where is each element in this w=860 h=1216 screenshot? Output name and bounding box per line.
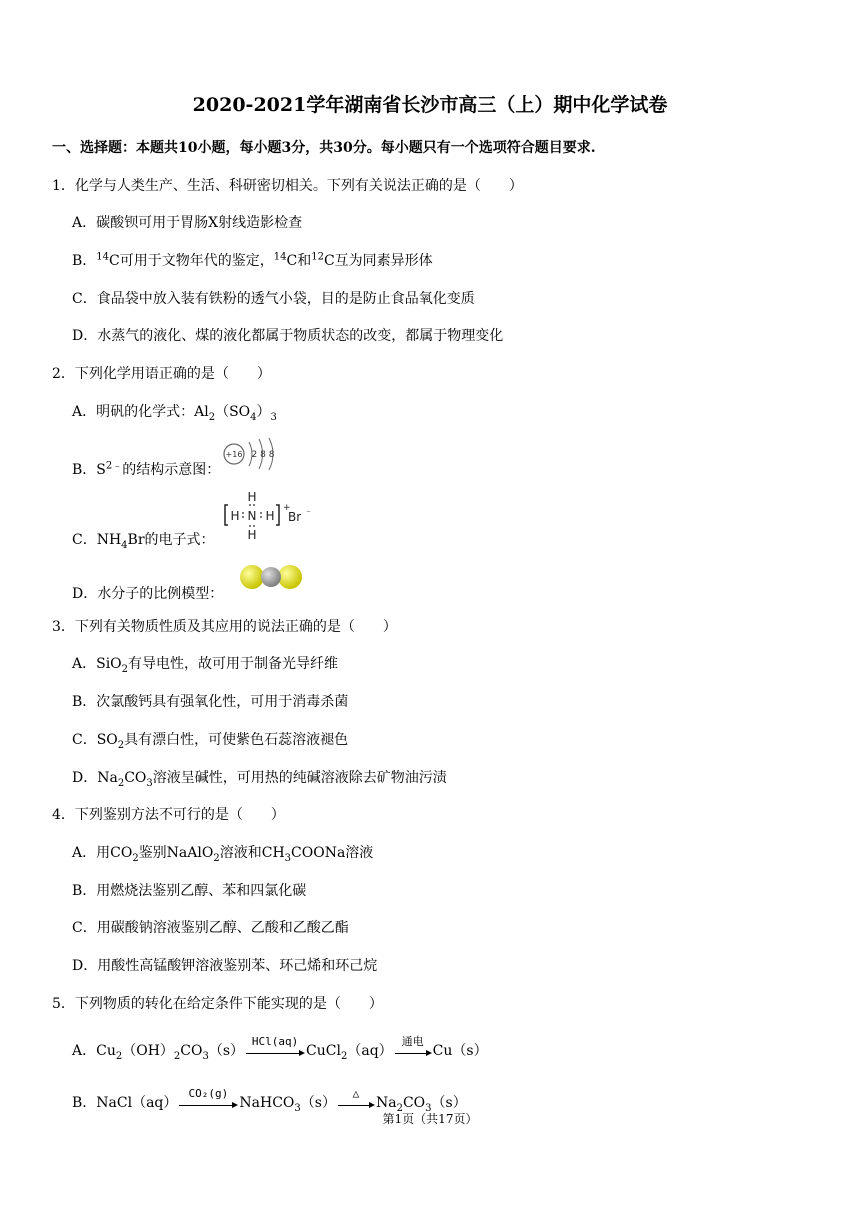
water-molecule-model [236,562,306,592]
svg-text:﹣: ﹣ [304,507,314,517]
question-2-option-b: B．$S^{2﹣}$的结构示意图： [72,460,221,478]
question-2-stem: 2．下列化学用语正确的是（ ） [52,366,271,382]
question-2-option-d: D．水分子的比例模型： [72,586,224,602]
page-footer: 第1页（共17页） [382,1112,478,1126]
question-3-option-a: A．SiO$_2$有导电性，故可用于制备光导纤维 [72,656,339,675]
question-1-option-d: D．水蒸气的液化、煤的液化都属于物质状态的改变，都属于物理变化 [72,328,504,344]
question-1-stem: 1．化学与人类生产、生活、科研密切相关。下列有关说法正确的是（ ） [52,178,523,194]
question-3-option-b: B．次氯酸钙具有强氧化性，可用于消毒杀菌 [72,694,349,710]
reaction-arrow: 通电 [393,1041,433,1061]
question-2-option-a: A．明矾的化学式：$Al_2(SO_4)_3$ [72,404,277,423]
nucleus-charge: +16 [225,450,243,459]
question-4-option-b: B．用燃烧法鉴别乙醇、苯和四氯化碳 [72,883,307,899]
reaction-arrow: HCl(aq) [244,1041,306,1061]
svg-text:+: + [283,503,291,513]
question-5-stem: 5．下列物质的转化在给定条件下能实现的是（ ） [52,996,383,1012]
question-2-option-c: C．$NH_4Br$的电子式： [72,532,215,551]
question-3-stem: 3．下列有关物质性质及其应用的说法正确的是（ ） [52,619,397,635]
electron-shells: 2 8 8 [251,450,275,460]
svg-text:H: H [247,490,257,504]
question-3-option-d: D．$Na_2CO_3$溶液呈碱性，可用热的纯碱溶液除去矿物油污渍 [72,770,447,789]
question-4-option-a: A．用$CO_2$鉴别NaAlO$_2$溶液和$CH_3COONa$溶液 [72,845,374,864]
svg-text:H: H [265,509,275,523]
svg-text:N: N [247,509,257,523]
sulfide-ion-structure-diagram [222,436,288,472]
question-1-option-c: C．食品袋中放入装有铁粉的透气小袋，目的是防止食品氧化变质 [72,291,475,307]
question-5-option-b: B．NaCl（aq） CO₂(g) NaHCO$_3$（s） △ $Na_2CO_3(s)$ [72,1087,467,1114]
question-1-option-b: B．$^{14}$C可用于文物年代的鉴定，$^{14}$C和$^{12}$C互为同素异形体 [72,251,433,269]
exam-title: 2020-2021学年湖南省长沙市高三（上）期中化学试卷 [192,94,668,116]
svg-text:H: H [247,528,257,542]
question-1-option-a: A．碳酸钡可用于胃肠X射线造影检查 [72,215,303,231]
section-heading: 一、选择题：本题共10小题，每小题3分，共30分。每小题只有一个选项符合题目要求. [52,140,596,156]
question-3-option-c: C．$SO_2$具有漂白性，可使紫色石蕊溶液褪色 [72,732,349,751]
question-5-option-a: A．$Cu_2(OH)_2CO_3(s)$ HCl(aq) CuCl$_2$（aq） 通电 Cu（s） [72,1035,488,1062]
svg-text:H: H [230,509,240,523]
reaction-arrow: CO₂(g) [177,1093,239,1113]
question-4-option-c: C．用碳酸钠溶液鉴别乙醇、乙酸和乙酸乙酯 [72,920,349,936]
question-4-stem: 4．下列鉴别方法不可行的是（ ） [52,807,285,823]
question-4-option-d: D．用酸性高锰酸钾溶液鉴别苯、环己烯和环己烷 [72,958,378,974]
reaction-arrow: △ [336,1093,376,1113]
svg-text:Br: Br [288,510,302,524]
ammonium-bromide-electron-formula [222,488,312,544]
